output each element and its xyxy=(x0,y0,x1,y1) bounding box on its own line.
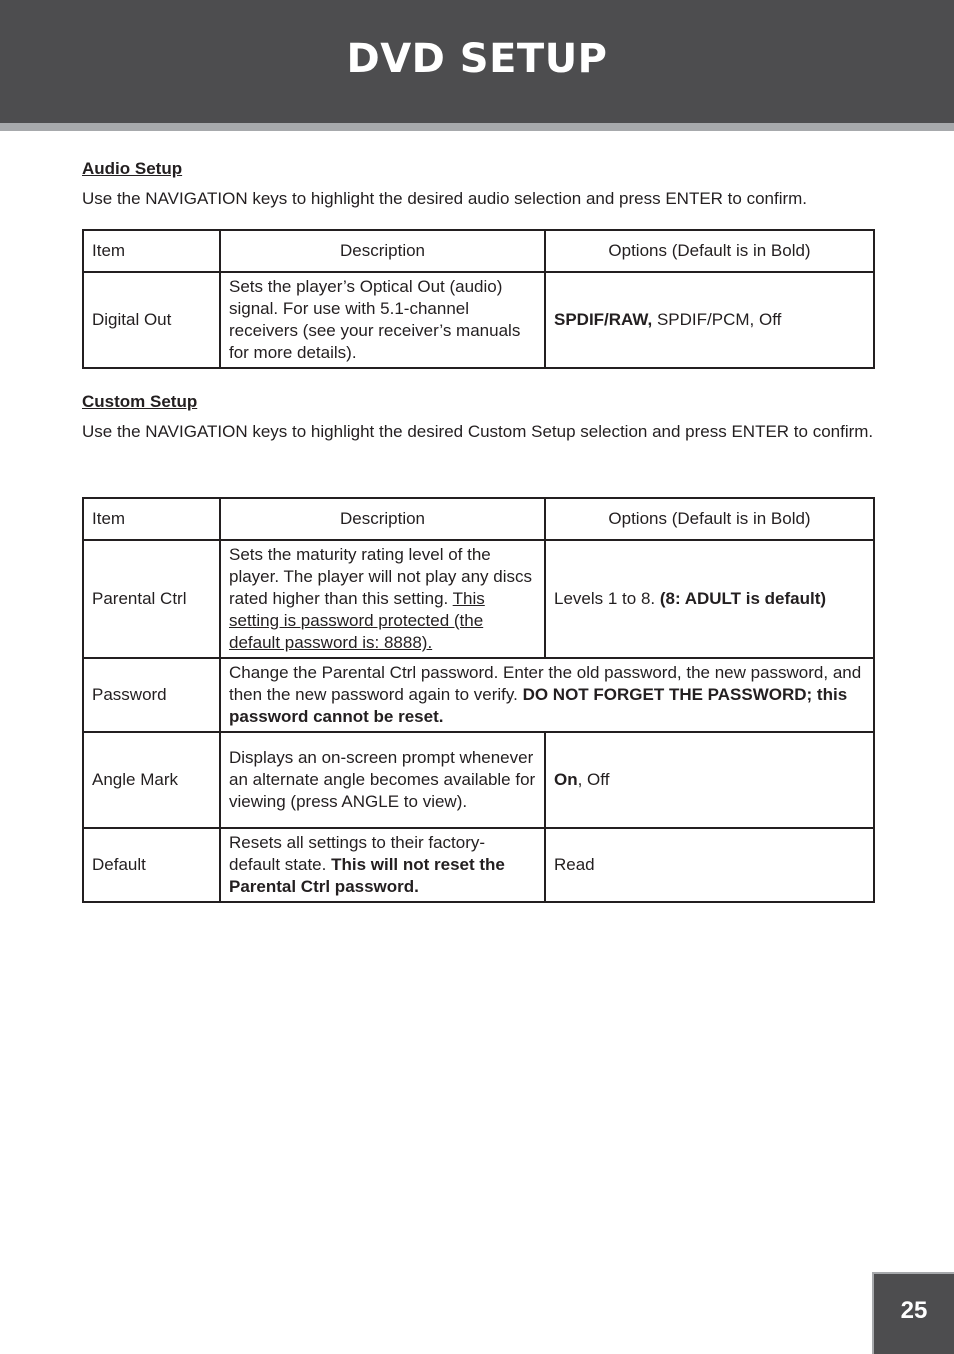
table-row xyxy=(83,540,874,658)
header-options: Options (Default is in Bold) xyxy=(545,498,874,540)
header-description: Description xyxy=(220,498,545,540)
custom-setup-intro: Use the NAVIGATION keys to highlight the desired Custom Setup selection and press ENTER to confirm. xyxy=(82,422,874,441)
other-options: , Off xyxy=(577,770,610,789)
default-option: On xyxy=(554,770,578,789)
other-options: SPDIF/PCM, Off xyxy=(652,310,782,329)
row-description xyxy=(220,540,545,658)
reset-note: This will not reset the Parental Ctrl password. xyxy=(229,855,505,896)
page-number: 25 xyxy=(872,1272,954,1354)
table-row xyxy=(83,732,874,828)
description-text: Change the Parental Ctrl password. Enter the old password, the new password, and then the new password again to verify. xyxy=(229,663,862,704)
header-item: Item xyxy=(83,230,220,272)
password-protected-note: This setting is password protected (the default password is: 8888). xyxy=(229,589,485,652)
row-options xyxy=(545,732,874,828)
description-text: Sets the maturity rating level of the player. The player will not play any discs rated higher than this setting. xyxy=(229,545,533,608)
audio-setup-intro: Use the NAVIGATION keys to highlight the desired audio selection and press ENTER to confirm. xyxy=(82,189,808,208)
row-description: Displays an on-screen prompt whenever an alternate angle becomes available for viewing (press ANGLE to view). xyxy=(220,732,545,828)
row-description xyxy=(220,828,545,902)
password-warning: DO NOT FORGET THE PASSWORD; this password cannot be reset. xyxy=(229,685,848,726)
table-row xyxy=(83,828,874,902)
row-description: Sets the player’s Optical Out (audio) signal. For use with 5.1-channel receivers (see your receiver’s manuals for more details). xyxy=(220,272,545,368)
row-item: Angle Mark xyxy=(83,732,220,828)
row-options xyxy=(545,540,874,658)
row-item: Password xyxy=(83,658,220,732)
default-option: SPDIF/RAW, xyxy=(554,310,653,329)
row-item: Digital Out xyxy=(83,272,220,368)
header-strip xyxy=(0,123,954,131)
row-item: Parental Ctrl xyxy=(83,540,220,658)
table-header-row xyxy=(83,498,874,540)
table-row xyxy=(83,272,874,368)
table-row xyxy=(83,658,874,732)
custom-setup-title: Custom Setup xyxy=(82,392,198,411)
description-text: Resets all settings to their factory-default state. xyxy=(229,833,486,874)
row-description xyxy=(220,658,874,732)
header-description: Description xyxy=(220,230,545,272)
audio-setup-table xyxy=(82,229,875,369)
table-header-row xyxy=(83,230,874,272)
header-options: Options (Default is in Bold) xyxy=(545,230,874,272)
options-text: Levels 1 to 8. xyxy=(554,589,660,608)
audio-setup-title: Audio Setup xyxy=(82,159,183,178)
row-item: Default xyxy=(83,828,220,902)
custom-setup-table xyxy=(82,497,875,903)
row-options: Read xyxy=(545,828,874,902)
default-option: (8: ADULT is default) xyxy=(659,589,827,608)
row-options xyxy=(545,272,874,368)
page-title: DVD SETUP xyxy=(346,36,608,82)
header-item: Item xyxy=(83,498,220,540)
